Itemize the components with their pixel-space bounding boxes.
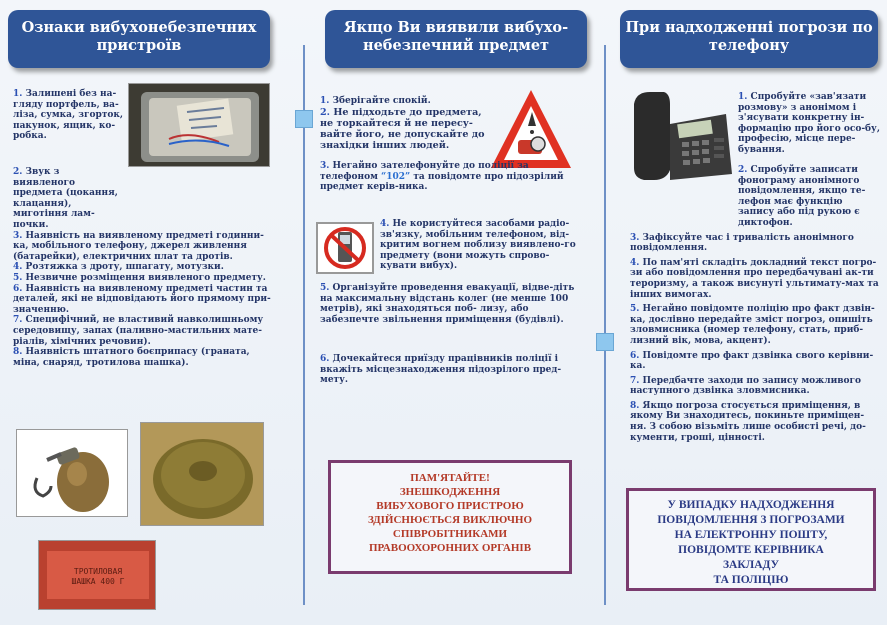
notice2-line-4: ПОВІДОМТЕ КЕРІВНИКА (678, 544, 824, 556)
col3-item-4: 4. По пам'яті складіть докладний текст погро-зи або повідомлення про передбачувані ак-ти тероризму, а також висунуті ультимату-мах та інших вимогах. (630, 257, 879, 300)
tnt-label-1: ТРОТИЛОВАЯ (73, 567, 123, 576)
notice2-line-6: ТА ПОЛІЦІЮ (713, 574, 789, 586)
column-divider-2 (604, 45, 606, 605)
col2-notice-box (328, 460, 572, 574)
col2-item-1: 1. Зберігайте спокій. (320, 96, 431, 106)
col3-item-7: 7. Передбачте заходи по запису можливого наступного дзвінка зловмисника. (630, 375, 862, 397)
col3-item-5: 5. Негайно повідомте поліцію про факт дзвін-ка, дослівно передайте зміст погроз, опишіть зловмисника (номер телефону, стать, приб-лизний вік, мова, акцент). (630, 304, 875, 346)
col1-item-5: 5. Незвичне розміщення виявленого предмету. (13, 272, 266, 283)
notice1-line-1: ПАМ'ЯТАЙТЕ! (410, 472, 490, 484)
col2-list-top (320, 96, 486, 151)
col3-title: При надходженні погрози по телефону (620, 10, 878, 68)
col1-item-7: 7. Специфічний, не властивий навколишньому середовищу, запах (паливно-мастильних мате-ріалів, хімічних речовин). (13, 315, 264, 347)
tnt-block-photo (38, 540, 156, 610)
divider-marker-1 (295, 110, 313, 128)
col3-list-top (738, 92, 880, 156)
notice1-line-4: ЗДІЙСНЮЄТЬСЯ ВИКЛЮЧНО (367, 514, 533, 526)
col2-item-5: 5. Організуйте проведення евакуації, відве-діть на максимальну відстань колег (не менше 100 метрів), які знаходяться поб- лизу, або забезпечте звільнення приміщення (будівлі). (320, 283, 575, 325)
notice2-line-2: ПОВІДОМЛЕННЯ З ПОГРОЗАМИ (657, 514, 845, 526)
no-phone-sign (316, 222, 374, 274)
col3-notice-box (626, 488, 876, 591)
notice1-line-6: ПРАВООХОРОННИХ ОРГАНІВ (368, 542, 532, 554)
col1-item-3: 3. Наявність на виявленому предметі годинни-ка, мобільного телефону, джерел живлення (батарейки), електричних плат та дротів. (13, 230, 264, 262)
col1-list (13, 167, 271, 368)
col3-list (630, 165, 880, 443)
col1-item-4: 4. Розтяжка з дроту, шпагату, мотузки. (13, 262, 224, 273)
tnt-label-2: ШАШКА 400 Г (71, 577, 125, 586)
column-divider-1 (303, 45, 305, 605)
col3-item-2: 2. Спробуйте записати фонограму анонімного повідомлення, якщо те-лефон має функцію запису або під рукою є диктофон. (738, 165, 866, 228)
mine-photo (140, 422, 264, 526)
col3-item-8: 8. Якщо погроза стосується приміщення, в якому Ви знаходитесь, покиньте приміщен-ня. З собою візьміть лише особисті речі, до-кументи, гроші, цінності. (630, 400, 866, 443)
notice2-line-5: ЗАКЛАДУ (722, 559, 780, 571)
col2-item-4: 4. Не користуйтеся засобами радіо-зв'язку, мобільним телефоном, від-критим вогнем поблизу виявлено-го предмету (вони можуть спрово-кувати вибух). (380, 219, 576, 272)
col3-item-1: 1. Спробуйте «зав'язати розмову» з анонімом і з'ясувати конкретну ін-формацію про його осо-бу, професію, місце пере-бування. (738, 92, 880, 155)
col2-title: Якщо Ви виявили вибухо-небезпечний предмет (325, 10, 587, 68)
col1-title: Ознаки вибухонебезпечних пристроїв (8, 10, 270, 68)
col1-item-1: 1. Залишені без на-глядy портфель, ва-ліза, сумка, згорток, пакунок, ящик, ко-робка. (13, 89, 124, 142)
col2-item-6: 6. Дочекайтеся приїзду працівників поліції і вкажіть місцезнаходження підозрілого пред-мету. (320, 354, 562, 386)
col1-item-8: 8. Наявність штатного боєприпасу (граната, міна, снаряд, тротилова шашка). (13, 347, 250, 368)
col2-item-3: 3. Негайно зателефонуйте до поліції за телефоном “102” та повідомте про підозрілий предмет керів-ника. (320, 161, 564, 193)
notice1-line-3: ВИБУХОВОГО ПРИСТРОЮ (376, 500, 524, 512)
grenade-photo (16, 429, 128, 517)
col1-item-6: 6. Наявність на виявленому предметі частин та деталей, які не відповідають його прямому при-значенню. (13, 283, 271, 315)
col1-item-2: 2. Звук з виявленого предмета (цокання, клацання), миготіння лам-почки. (13, 167, 118, 230)
col3-item-6: 6. Повідомте про факт дзвінка свого керівни-ка. (630, 350, 874, 372)
notice2-line-1: У ВИПАДКУ НАДХОДЖЕННЯ (667, 499, 835, 511)
col2-item-2: 2. Не підходьте до предмета, не торкайтеся й не пересу-вайте його, не допускайте до знахідки інших людей. (320, 106, 485, 151)
divider-marker-2 (596, 333, 614, 351)
notice1-line-2: ЗНЕШКОДЖЕННЯ (399, 486, 501, 498)
notice2-line-3: НА ЕЛЕКТРОННУ ПОШТУ, (674, 529, 828, 541)
col3-item-3: 3. Зафіксуйте час і тривалість анонімного повідомлення. (630, 232, 854, 254)
suspicious-bag-photo (128, 83, 270, 167)
notice1-line-5: СПІВРОБІТНИКАМИ (392, 528, 508, 540)
